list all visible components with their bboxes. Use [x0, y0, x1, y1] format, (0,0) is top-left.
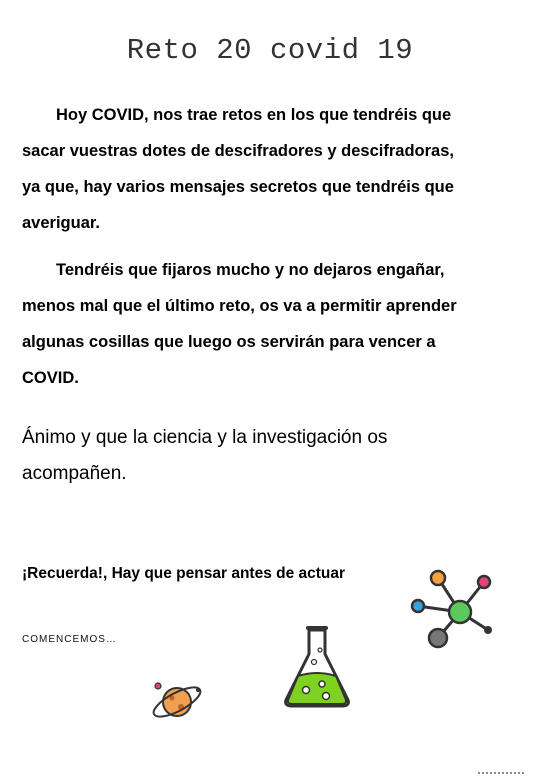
planet-icon — [148, 672, 212, 728]
second-line-1: Tendréis que fijaros mucho y no dejaros engañar, — [56, 261, 445, 279]
intro-line-3: ya que, hay varios mensajes secretos que tendréis que — [22, 178, 454, 196]
encouragement-line-1: Ánimo y que la ciencia y la investigación os — [22, 427, 388, 448]
flask-icon — [276, 620, 358, 712]
second-line-3: algunas cosillas que luego os servirán para vencer a — [22, 333, 436, 351]
intro-line-1: Hoy COVID, nos trae retos en los que tendréis que — [56, 106, 452, 124]
intro-line-4: averiguar. — [22, 214, 100, 232]
intro-paragraph — [22, 97, 512, 241]
corner-mark — [478, 772, 524, 774]
page-title: Reto 20 covid 19 — [126, 34, 414, 67]
molecule-icon — [404, 568, 500, 656]
second-line-2: menos mal que el último reto, os va a permitir aprender — [22, 297, 457, 315]
second-line-4: COVID. — [22, 369, 79, 387]
encouragement-text — [22, 420, 502, 492]
start-label: COMENCEMOS… — [22, 634, 117, 645]
reminder-text: ¡Recuerda!, Hay que pensar antes de actuar — [22, 565, 346, 582]
second-paragraph — [22, 252, 512, 396]
intro-line-2: sacar vuestras dotes de descifradores y descifradoras, — [22, 142, 454, 160]
encouragement-line-2: acompañen. — [22, 463, 127, 484]
